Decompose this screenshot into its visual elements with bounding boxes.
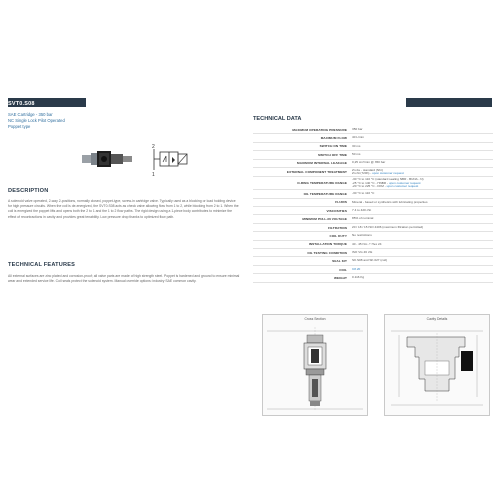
upon-request-link[interactable]: upon customer request <box>386 184 419 189</box>
spec-key: SEAL KIT <box>332 259 347 264</box>
spec-value: SK.S08 and SK.027 (coil) <box>352 258 388 263</box>
valve-product-image <box>78 140 138 178</box>
spec-row <box>253 199 493 207</box>
spec-value <box>352 168 493 176</box>
spec-row <box>253 241 493 249</box>
technical-data-table <box>253 126 493 283</box>
coil-link[interactable]: C8.20 <box>352 266 361 271</box>
spec-key: INSTALLATION TORQUE <box>308 242 347 247</box>
spec-value: 350 bar <box>352 126 363 131</box>
cross-section-title: Cross Section <box>304 317 326 321</box>
spec-key: WEIGHT <box>334 275 347 280</box>
spec-key: COIL DUTY <box>329 233 347 238</box>
technical-features-text: All external surfaces are zinc plated and corrosion-proof; all valve parts are made of high strength steel. Poppet is hardened and ground to ensure minimal wear and extended service life. Coil seals protect the solenoid system. Manual override options: industry SAE common cavity. <box>8 274 240 284</box>
spec-value: Mineral - based or synthetics with lubricating properties <box>352 199 428 204</box>
spec-value: 30 ms <box>352 143 361 148</box>
svg-text:1: 1 <box>152 172 155 178</box>
cavity-details-panel <box>384 314 490 416</box>
spec-key: COIL <box>339 267 347 272</box>
spec-value <box>352 267 493 272</box>
spec-row <box>253 190 493 198</box>
spec-row <box>253 207 493 215</box>
spec-value: 0,25 cm³/min @ 350 bar <box>352 160 386 165</box>
spec-value: 40 L/min <box>352 135 364 140</box>
spec-row <box>253 177 493 190</box>
spec-row <box>253 160 493 168</box>
svg-text:2: 2 <box>152 144 155 150</box>
spec-key: MAXIMUM FLOW <box>320 136 347 141</box>
spec-key: O-RING TEMPERATURE RANGE <box>297 181 347 186</box>
spec-key: FLUIDS <box>335 200 347 205</box>
product-subtitle-2: NC Single Lock Pilot Operated <box>8 118 65 123</box>
spec-value: 40 - 45 Nm ↗ Hex 24 <box>352 241 382 246</box>
spec-value-line <box>352 172 493 176</box>
product-subtitle-1: SAE Cartridge - 350 bar <box>8 112 53 117</box>
spec-key: OIL TESTING CONDITION <box>307 250 347 255</box>
header-accent-bar <box>406 98 492 107</box>
spec-key: SWITCH ON TIME <box>319 144 347 149</box>
spec-row <box>253 257 493 265</box>
spec-key: SWITCH OFF TIME <box>318 152 347 157</box>
cross-section-panel <box>262 314 368 416</box>
spec-row <box>253 224 493 232</box>
spec-row <box>253 266 493 274</box>
spec-key: MAXIMUM INTERNAL LEAKAGE <box>297 161 347 166</box>
spec-row <box>253 134 493 142</box>
spec-key: VISCOSITIES <box>326 208 347 213</box>
spec-value: No restrictions <box>352 233 372 238</box>
hydraulic-symbol <box>140 140 200 180</box>
technical-data-heading: TECHNICAL DATA <box>253 116 302 122</box>
upon-request-link[interactable]: upon customer request <box>388 180 421 185</box>
spec-value <box>352 177 493 189</box>
spec-value: 7.4 to 420 cSt <box>352 207 372 212</box>
spec-row <box>253 151 493 159</box>
spec-value-line: Zn-Fe - standard (Nhr) <box>352 167 383 172</box>
spec-row <box>253 215 493 223</box>
cavity-details-drawing <box>385 321 489 413</box>
cross-section-drawing <box>263 321 367 413</box>
spec-key: MAXIMUM OPERATING PRESSURE <box>292 127 347 132</box>
spec-value: 85% of nominal <box>352 216 374 221</box>
spec-value: 0.116 Kg <box>352 275 365 280</box>
spec-value-line: -30 °C to 110 °C (standard sealing NBR - BUNA - N) <box>352 176 424 181</box>
spec-value: 20 / 18 / 15 ISO 4406 (maximum filtration permitted) <box>352 224 424 229</box>
spec-value: -30 °C to 110 °C <box>352 191 375 196</box>
spec-key: MINIMUM PULL-IN VOLTAGE <box>302 217 347 222</box>
spec-row <box>253 249 493 257</box>
spec-row <box>253 274 493 282</box>
spec-key: FILTRATION <box>328 225 347 230</box>
spec-value-text: -25 °C to 140 °C - HNBR - <box>352 180 389 185</box>
product-subtitle-3: Poppet type <box>8 124 31 129</box>
spec-key: EXTERNAL COMPONENT TREATMENT <box>286 170 347 175</box>
spec-row <box>253 143 493 151</box>
product-title: SVT0.S08 <box>8 101 35 107</box>
upon-request-link[interactable]: upon customer request <box>372 171 404 176</box>
spec-value-text: -20 °C to 225 °C - FKM - <box>352 184 387 189</box>
spec-row <box>253 168 493 177</box>
spec-value: 50 ms <box>352 152 361 157</box>
spec-value-text: Zn-Ni (720h) - <box>352 171 373 176</box>
cavity-details-title: Cavity Details <box>426 317 448 321</box>
technical-features-heading: TECHNICAL FEATURES <box>8 262 76 268</box>
spec-value: ISO VG 46 cSt <box>352 249 373 254</box>
spec-key: OIL TEMPERATURE RANGE <box>303 191 347 196</box>
spec-value-line <box>352 185 493 189</box>
spec-row <box>253 126 493 134</box>
spec-row <box>253 232 493 240</box>
description-text: A solenoid valve operated, 2-way 2-positions, normally closed, poppet-type, screw-in cartridge valve. Typically used as a blocking or load holding device for high pressure circuits. When the coil is de-energized, the SVT0.S08 acts as check valve allowing flow from 1 to 2, while blocking from 2 to 1. When the coil is energized the poppet lifts and opens both the 2 to 1 and the 1 to 2 flow paths. The rigid design using a 1-piece body contributes to minimize the effect of recontractions in cavity and provides great tenability. Low pressure drop thanks to optimized flow path. <box>8 199 239 219</box>
description-heading: DESCRIPTION <box>8 188 49 194</box>
